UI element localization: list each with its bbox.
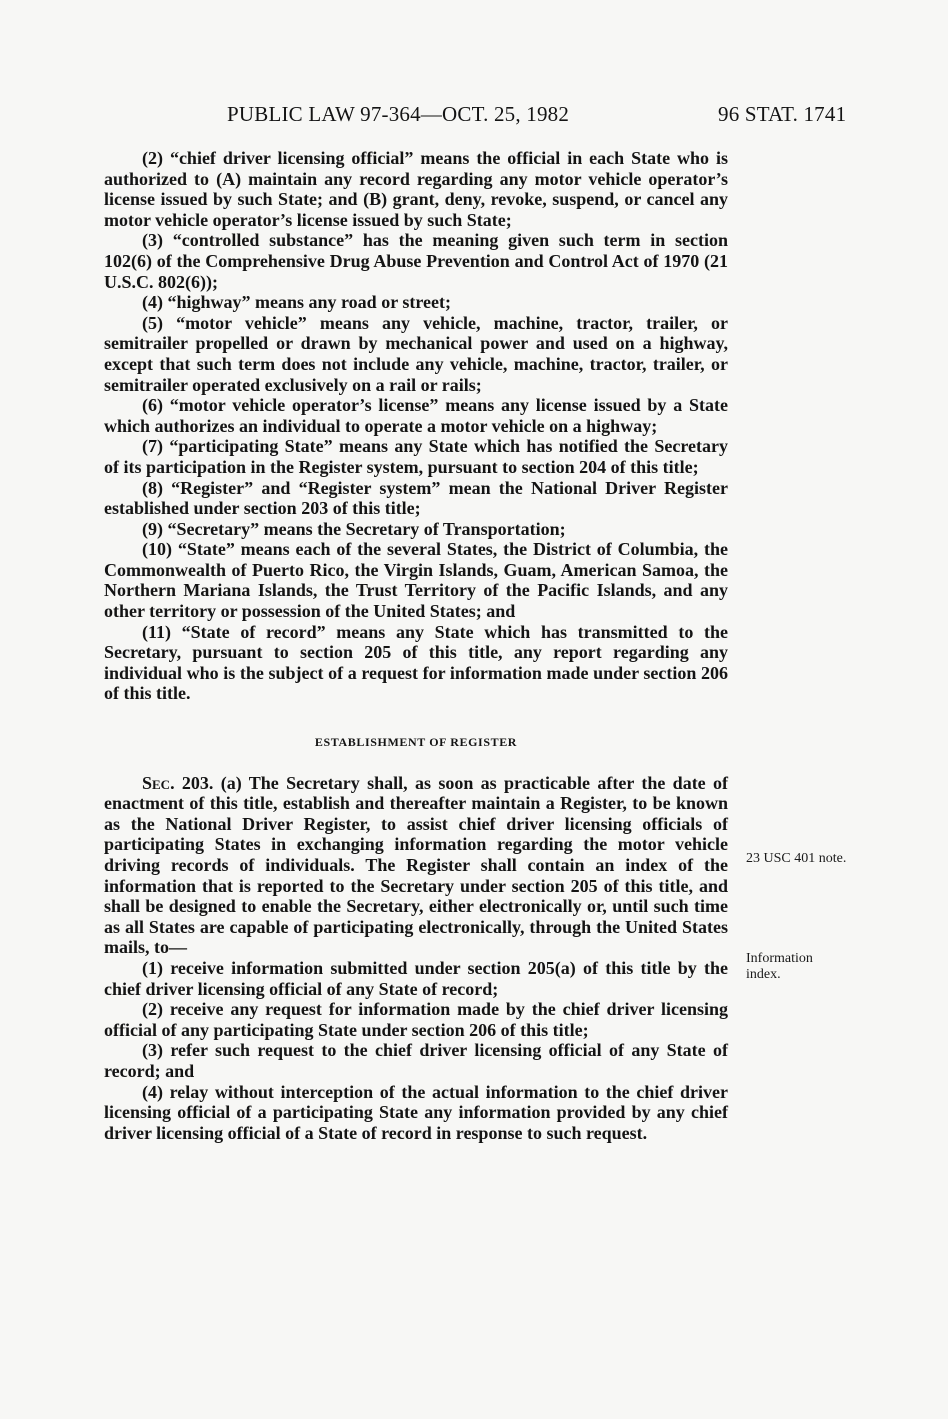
statute-page-number: 96 STAT. 1741 (718, 102, 847, 126)
definition-9: (9) “Secretary” means the Secretary of Transportation; (142, 518, 566, 539)
section-heading: ESTABLISHMENT OF REGISTER (314, 735, 518, 750)
definition-8: (8) “Register” and “Register system” mean the National Driver Register established under section 203 of this title; (104, 477, 728, 519)
margin-note-usc: 23 USC 401 note. (746, 851, 847, 866)
definition-4: (4) “highway” means any road or street; (142, 292, 451, 313)
definition-11: (11) “State of record” means any State which has transmitted to the Secretary, pursuant to section 205 of this title, any report regarding any individual who is the subject of a request for information made under section 206 of this title. (104, 621, 728, 704)
definition-3: (3) “controlled substance” has the meaning given such term in section 102(6) of the Comprehensive Drug Abuse Prevention and Control Act of 1970 (21 U.S.C. 802(6)); (104, 230, 728, 292)
section-203-text: (a) The Secretary shall, as soon as practicable after the date of enactment of this title, establish and thereafter maintain a Register, to be known as the National Driver Register, to assist chief driver licensing officials of participating States in exchanging information regarding the motor vehicle driving records of individuals. The Register shall contain an index of the information that is reported to the Secretary under section 205 of this title, and shall be designed to enable the Secretary, either electronically or, until such time as all States are capable of participating electronically, through the United States mails, to— (104, 772, 729, 958)
definition-5: (5) “motor vehicle” means any vehicle, machine, tractor, trailer, or semitrailer propelled or drawn by mechanical power and used on a highway, except that such term does not include any vehicle, machine, tractor, trailer, or semitrailer operated exclusively on a rail or rails; (104, 312, 728, 395)
sub-item-4: (4) relay without interception of the actual information to the chief driver licensing official of a participating State any information provided by any chief driver licensing official of a State of record in response to such request. (104, 1081, 728, 1143)
section-label: Sec. 203. (142, 772, 214, 793)
sub-item-3: (3) refer such request to the chief driver licensing official of any State of record; and (104, 1040, 728, 1081)
page-header (0, 102, 948, 130)
definition-6: (6) “motor vehicle operator’s license” means any license issued by a State which authorizes an individual to operate a motor vehicle on a highway; (104, 395, 728, 436)
main-text-column (104, 148, 728, 1143)
definition-7: (7) “participating State” means any State which has notified the Secretary of its participation in the Register system, pursuant to section 204 of this title; (104, 436, 728, 477)
definition-2: (2) “chief driver licensing official” means the official in each State who is authorized to (A) maintain any record regarding any motor vehicle operator’s license issued by such State; and (B) grant, deny, revoke, suspend, or cancel any motor vehicle operator’s license issued by such State; (104, 148, 728, 230)
margin-note-index: index. (746, 967, 781, 982)
public-law-title: PUBLIC LAW 97-364—OCT. 25, 1982 (227, 102, 570, 126)
sub-item-2: (2) receive any request for information made by the chief driver licensing official of any participating State under section 206 of this title; (104, 999, 728, 1040)
margin-note-information: Information (746, 951, 813, 966)
definition-10: (10) “State” means each of the several States, the District of Columbia, the Commonwealth of Puerto Rico, the Virgin Islands, Guam, American Samoa, the Northern Mariana Islands, the Trust Territory of the Pacific Islands, and any other territory or possession of the United States; and (104, 539, 728, 622)
sub-item-1: (1) receive information submitted under section 205(a) of this title by the chief driver licensing official of any State of record; (104, 957, 728, 999)
section-203-paragraph (104, 773, 728, 958)
